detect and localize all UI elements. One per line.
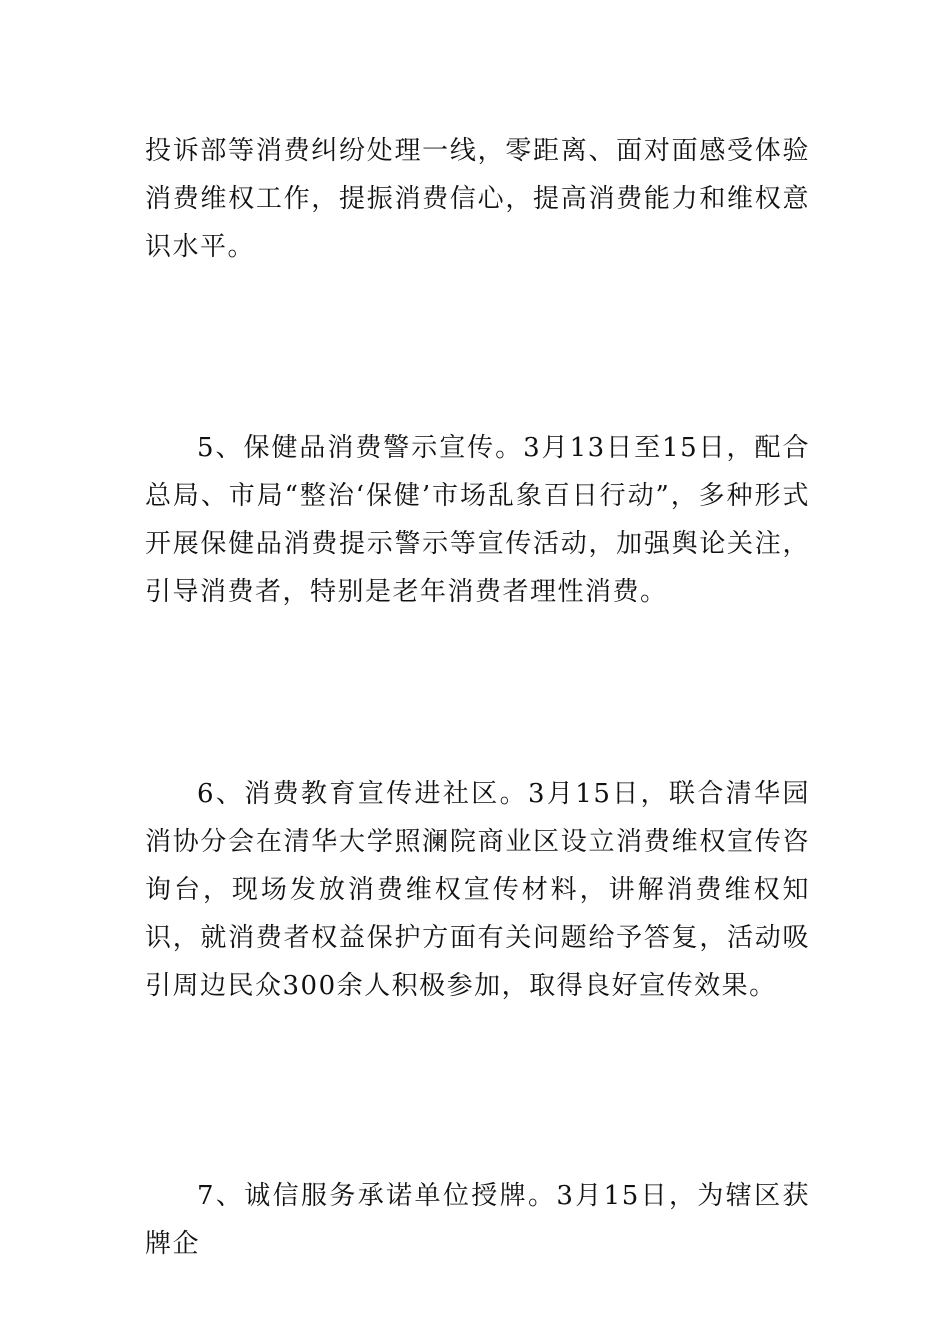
paragraph-item-7: 7、诚信服务承诺单位授牌。3月15日，为辖区获牌企 — [145, 1181, 810, 1259]
paragraph-item-6: 6、消费教育宣传进社区。3月15日，联合清华园消协分会在清华大学照澜院商业区设立消费维权宣传咨询台，现场发放消费维权宣传材料，讲解消费维权知识，就消费者权益保护方面有关问题给予答复，活动吸引周边民众300余人积极参加，取得良好宣传效果。 — [145, 779, 810, 1001]
paragraph-item-5: 5、保健品消费警示宣传。3月13日至15日，配合总局、市局“整治‘保健’市场乱象百日行动”，多种形式开展保健品消费提示警示等宣传活动，加强舆论关注，引导消费者，特别是老年消费者理性消费。 — [145, 433, 810, 607]
paragraph-continuation: 投诉部等消费纠纷处理一线，零距离、面对面感受体验消费维权工作，提振消费信心，提高消费能力和维权意识水平。 — [145, 136, 810, 262]
